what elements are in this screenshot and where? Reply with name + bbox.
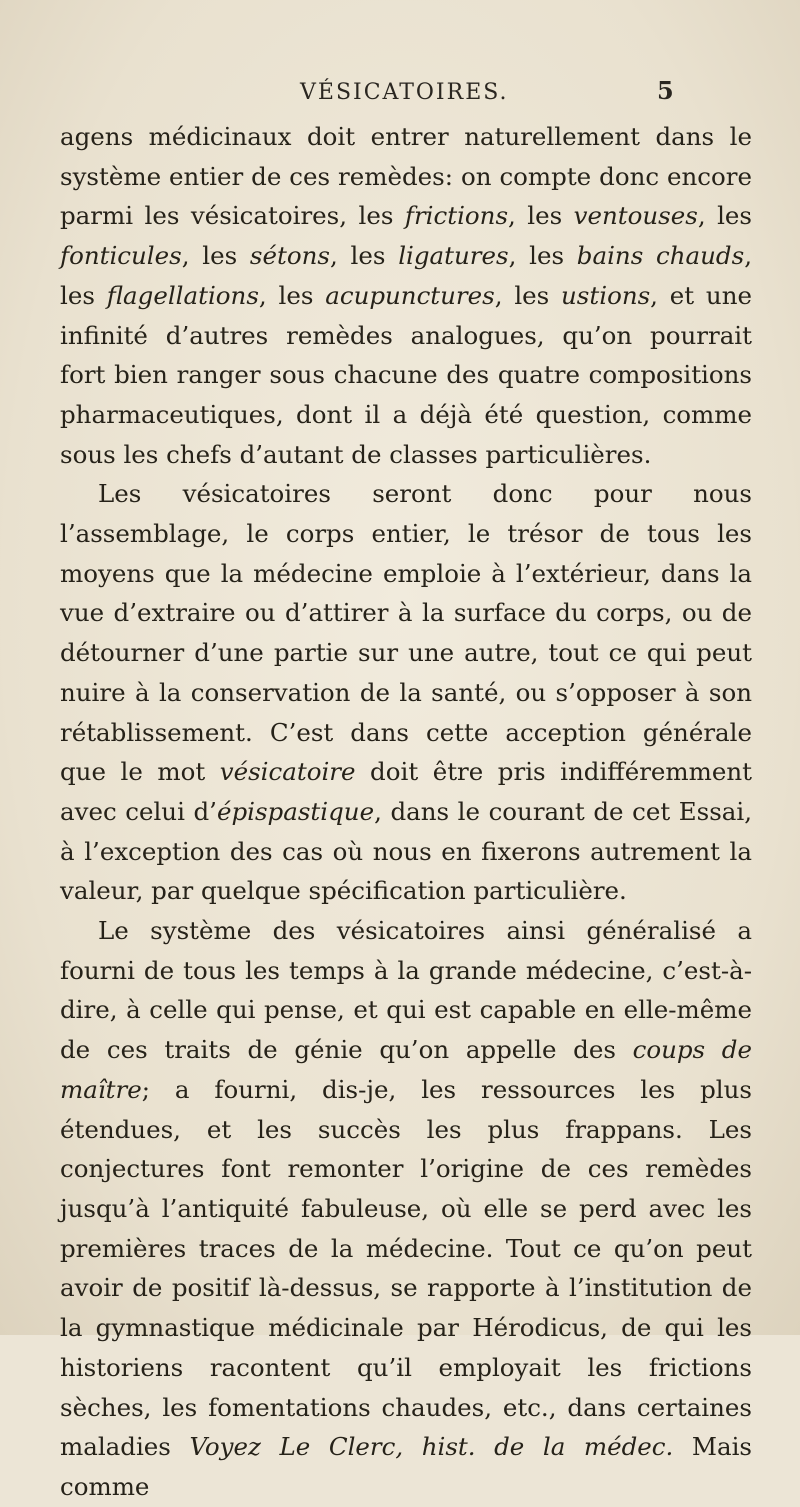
text-run: , les bbox=[258, 280, 326, 310]
italic-text: coups de maître bbox=[60, 1035, 752, 1104]
text-run: , et une infinité d’autres remèdes analogues, qu’on pourrait fort bien ranger sous chacune des quatre compositions pharmaceutiques, dont il a déjà été question, comme sous les chefs d’autant de classes particulières. bbox=[60, 280, 752, 469]
italic-text: bains chauds bbox=[576, 241, 745, 271]
italic-text: Voyez Le Clerc, hist. de la médec. bbox=[189, 1432, 674, 1462]
italic-text: vésicatoire bbox=[219, 757, 356, 787]
text-run: , les bbox=[508, 201, 574, 231]
text-run: , les bbox=[508, 241, 577, 271]
page-number: 5 bbox=[657, 76, 674, 105]
italic-text: sétons bbox=[249, 241, 330, 271]
italic-text: épispastique bbox=[216, 796, 375, 826]
text-run: , les bbox=[181, 241, 250, 271]
running-head: VÉSICATOIRES. bbox=[300, 80, 509, 105]
text-run: ; a fourni, dis-je, les ressources les plus étendues, et les succès les plus frappans. Les conjectures font remonter l’origine de ces remèdes jusqu’à l’antiquité fabuleuse, où elle se perd avec les premières traces de la médecine. Tout ce qu’on peut avoir de positif là-dessus, se rapporte à l’institution de la gymnastique médicinale par Hérodicus, de qui les historiens racontent qu’il employait les frictions sèches, les fomentations chaudes, etc., dans certaines maladies bbox=[60, 1074, 752, 1462]
text-run: , les bbox=[60, 241, 752, 310]
italic-text: ligatures bbox=[398, 241, 509, 271]
italic-text: ventouses bbox=[573, 201, 698, 231]
page-header bbox=[0, 76, 800, 110]
text-run: doit être pris indifféremment avec celui d’ bbox=[60, 757, 752, 826]
italic-text: frictions bbox=[404, 201, 509, 231]
italic-text: fonticules bbox=[60, 241, 182, 271]
text-run: agens médicinaux doit entrer naturellement dans le système entier de ces remèdes: on compte donc encore parmi les vésicatoires, les bbox=[60, 122, 752, 231]
text-run: , les bbox=[329, 241, 399, 271]
text-run: , les bbox=[697, 201, 752, 231]
text-run: Mais comme bbox=[60, 1432, 752, 1501]
paragraph-1 bbox=[60, 117, 752, 474]
paragraph-3 bbox=[60, 911, 752, 1507]
italic-text: acupunctures bbox=[325, 280, 495, 310]
text-run: , les bbox=[494, 280, 562, 310]
body-text bbox=[60, 117, 752, 1507]
paragraph-2 bbox=[60, 474, 752, 911]
italic-text: ustions bbox=[561, 280, 651, 310]
text-run: , dans le courant de cet Essai, à l’exception des cas où nous en fixerons autrement la valeur, par quelque spécification particulière. bbox=[60, 796, 752, 906]
text-run: Le système des vésicatoires ainsi généralisé a fourni de tous les temps à la grande médecine, c’est-à-dire, à celle qui pense, et qui est capable en elle-même de ces traits de génie qu’on appelle des bbox=[60, 916, 752, 1065]
italic-text: flagellations bbox=[106, 280, 259, 310]
text-run: Les vésicatoires seront donc pour nous l’assemblage, le corps entier, le trésor de tous les moyens que la médecine emploie à l’extérieur, dans la vue d’extraire ou d’attirer à la surface du corps, ou de détourner d’une partie sur une autre, tout ce qui peut nuire à la conservation de la santé, ou s’opposer à son rétablissement. C’est dans cette acception générale que le mot bbox=[60, 479, 752, 787]
